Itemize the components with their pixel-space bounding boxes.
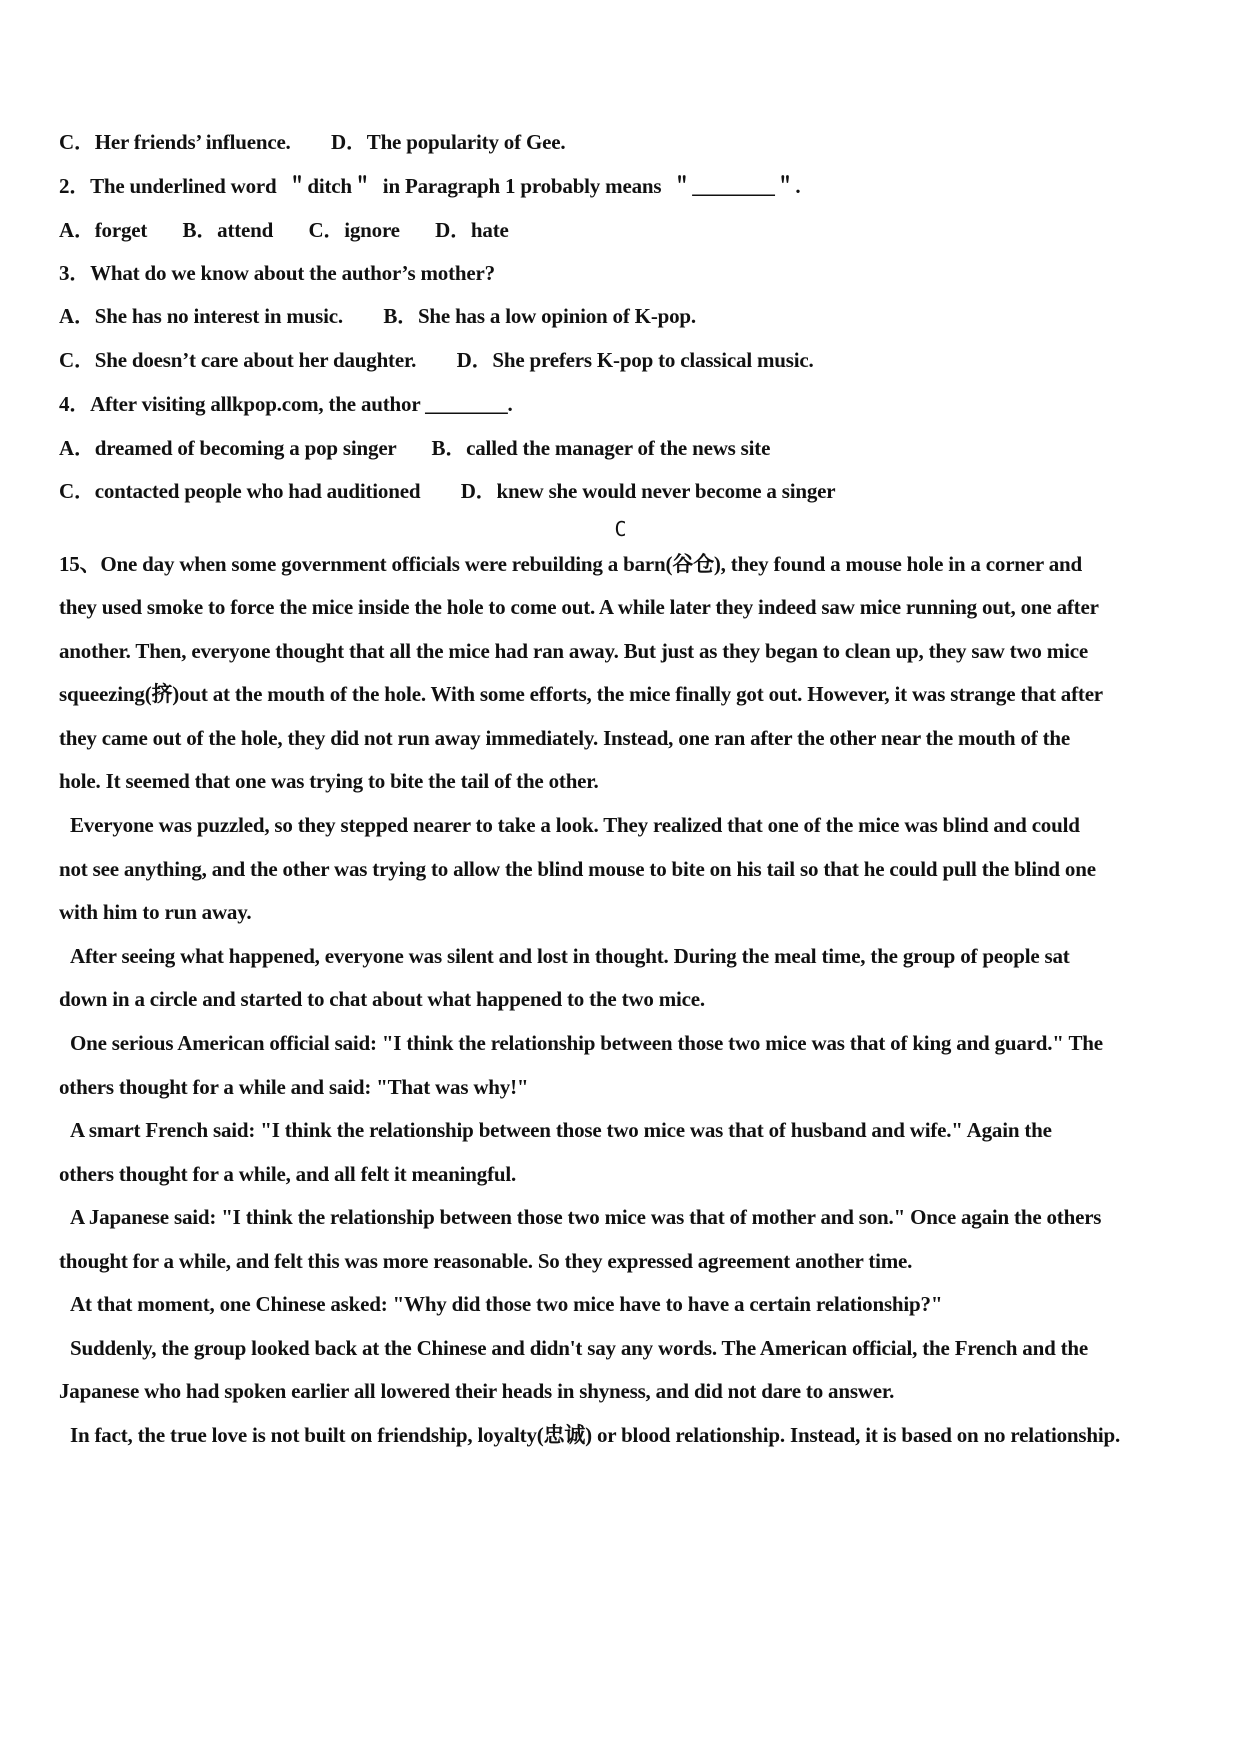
passage-line: A smart French said: "I think the relationship between those two mice was that of husband and wife." Again the bbox=[70, 1118, 1052, 1142]
passage-line: squeezing(挤)out at the mouth of the hole. With some efforts, the mice finally got out. However, it was strange that after bbox=[59, 682, 1103, 706]
section-label: C bbox=[614, 517, 627, 541]
passage-line: Everyone was puzzled, so they stepped nearer to take a look. They realized that one of the mice was blind and could bbox=[70, 813, 1080, 837]
passage-line: thought for a while, and felt this was more reasonable. So they expressed agreement another time. bbox=[59, 1249, 913, 1273]
passage-line: A Japanese said: "I think the relationship between those two mice was that of mother and son." Once again the others bbox=[70, 1205, 1102, 1229]
q2-stem: 2．The underlined word ＂ditch＂ in Paragraph 1 probably means ＂________＂. bbox=[59, 174, 801, 198]
passage-line: Suddenly, the group looked back at the Chinese and didn't say any words. The American official, the French and the bbox=[70, 1336, 1089, 1360]
q2-options: A．forget B．attend C．ignore D．hate bbox=[59, 218, 509, 242]
passage-line: Japanese who had spoken earlier all lowered their heads in shyness, and did not dare to answer. bbox=[59, 1379, 895, 1403]
passage-line: In fact, the true love is not built on friendship, loyalty(忠诚) or blood relationship. Instead, it is based on no relationship. bbox=[70, 1423, 1121, 1447]
passage-line: another. Then, everyone thought that all the mice had ran away. But just as they began to clean up, they saw two mice bbox=[59, 639, 1088, 663]
passage-line: One serious American official said: "I think the relationship between those two mice was that of king and guard." The bbox=[70, 1031, 1103, 1055]
q4-stem: 4．After visiting allkpop.com, the author ________. bbox=[59, 392, 513, 416]
q3-stem: 3．What do we know about the author’s mother? bbox=[59, 261, 495, 285]
passage-line: 15、One day when some government officials were rebuilding a barn(谷仓), they found a mouse hole in a corner and bbox=[59, 552, 1082, 576]
passage-line: After seeing what happened, everyone was silent and lost in thought. During the meal time, the group of people sat bbox=[70, 944, 1070, 968]
passage-line: they used smoke to force the mice inside the hole to come out. A while later they indeed saw mice running out, one after bbox=[59, 595, 1099, 619]
q4-options-cd: C．contacted people who had auditioned D．knew she would never become a singer bbox=[59, 479, 836, 503]
q3-options-ab: A．She has no interest in music. B．She has a low opinion of K-pop. bbox=[59, 304, 696, 328]
passage-line: down in a circle and started to chat about what happened to the two mice. bbox=[59, 987, 705, 1011]
passage-line: they came out of the hole, they did not run away immediately. Instead, one ran after the other near the mouth of the bbox=[59, 726, 1070, 750]
q1-options-cd: C．Her friends’ influence. D．The popularity of Gee. bbox=[59, 130, 566, 154]
passage-line: others thought for a while, and all felt it meaningful. bbox=[59, 1162, 517, 1186]
q4-options-ab: A．dreamed of becoming a pop singer B．called the manager of the news site bbox=[59, 436, 771, 460]
passage-line: not see anything, and the other was trying to allow the blind mouse to bite on his tail so that he could pull the blind one bbox=[59, 857, 1096, 881]
passage-line: others thought for a while and said: "That was why!" bbox=[59, 1075, 529, 1099]
passage-line: with him to run away. bbox=[59, 900, 252, 924]
q3-options-cd: C．She doesn’t care about her daughter. D．She prefers K-pop to classical music. bbox=[59, 348, 814, 372]
passage-line: At that moment, one Chinese asked: "Why did those two mice have to have a certain relationship?" bbox=[70, 1292, 943, 1316]
passage-line: hole. It seemed that one was trying to bite the tail of the other. bbox=[59, 769, 599, 793]
